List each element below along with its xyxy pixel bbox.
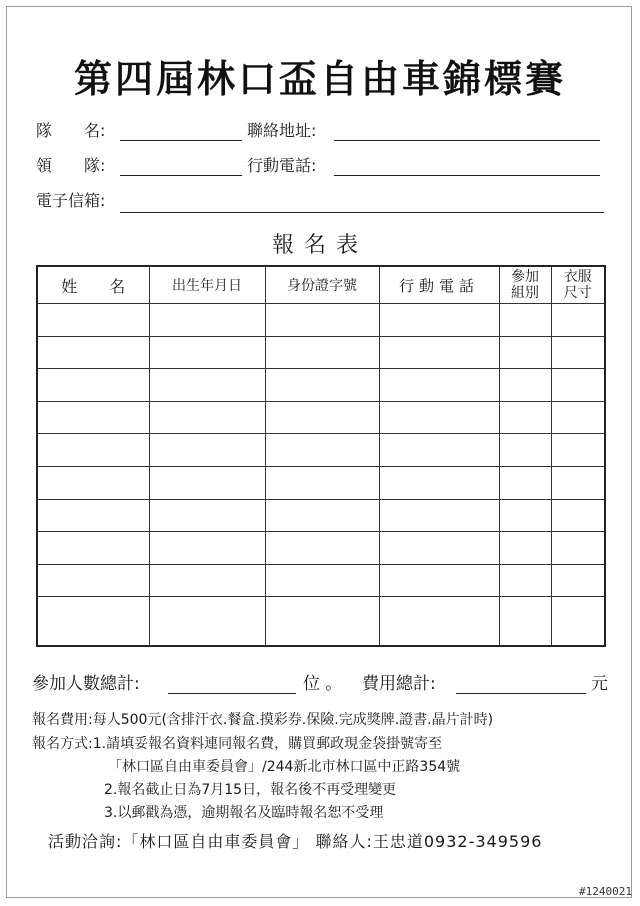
col-header-size: [551, 266, 605, 304]
fee-label: 費用總計:: [362, 674, 436, 694]
cell-birthdate[interactable]: [149, 597, 265, 646]
col-header-name: 姓 名: [37, 266, 149, 304]
cell-name[interactable]: [37, 499, 149, 532]
page-title: 第四屆林口盃自由車錦標賽: [73, 57, 566, 101]
table-row: [37, 467, 605, 500]
cell-name[interactable]: [37, 304, 149, 337]
cell-id-number[interactable]: [265, 532, 379, 565]
cell-size[interactable]: [551, 499, 605, 532]
col-header-group-line1: 參加: [511, 269, 539, 285]
cell-group[interactable]: [499, 304, 551, 337]
cell-name[interactable]: [37, 369, 149, 402]
table-row: [37, 304, 605, 337]
cell-birthdate[interactable]: [149, 304, 265, 337]
cell-mobile[interactable]: [379, 304, 499, 337]
fee-unit: 元: [591, 674, 608, 694]
form-subtitle: 報名表: [271, 233, 368, 258]
image-code: #1240021: [579, 885, 632, 898]
cell-mobile[interactable]: [379, 467, 499, 500]
cell-name[interactable]: [37, 564, 149, 597]
cell-birthdate[interactable]: [149, 499, 265, 532]
table-row: [37, 597, 605, 646]
table-body: [37, 304, 605, 647]
contact-info: 活動洽詢:「林口區自由車委員會」 聯絡人:王忠道0932-349596: [48, 832, 543, 851]
cell-name[interactable]: [37, 467, 149, 500]
table-row: [37, 434, 605, 467]
cell-group[interactable]: [499, 499, 551, 532]
cell-id-number[interactable]: [265, 434, 379, 467]
table-row: [37, 532, 605, 565]
col-header-mobile: 行動電話: [379, 266, 499, 304]
cell-id-number[interactable]: [265, 499, 379, 532]
fee-note: 報名費用:每人500元(含排汗衣.餐盒.摸彩券.保險.完成獎牌.證書.晶片計時): [32, 712, 494, 728]
col-header-size-line2: 尺寸: [563, 285, 592, 301]
cell-id-number[interactable]: [265, 564, 379, 597]
table-row: [37, 336, 605, 369]
cell-id-number[interactable]: [265, 304, 379, 337]
cell-size[interactable]: [551, 304, 605, 337]
col-header-id-number: 身份證字號: [265, 266, 379, 304]
cell-mobile[interactable]: [379, 369, 499, 402]
cell-size[interactable]: [551, 467, 605, 500]
cell-group[interactable]: [499, 467, 551, 500]
cell-name[interactable]: [37, 597, 149, 646]
cell-group[interactable]: [499, 336, 551, 369]
cell-group[interactable]: [499, 597, 551, 646]
cell-size[interactable]: [551, 597, 605, 646]
cell-mobile[interactable]: [379, 401, 499, 434]
cell-size[interactable]: [551, 434, 605, 467]
phone-field[interactable]: [334, 175, 600, 176]
cell-id-number[interactable]: [265, 401, 379, 434]
col-header-group-line2: 組別: [511, 285, 539, 301]
registration-table: [36, 265, 606, 647]
cell-birthdate[interactable]: [149, 532, 265, 565]
table-row: [37, 401, 605, 434]
cell-mobile[interactable]: [379, 564, 499, 597]
leader-label: 領 隊:: [36, 156, 106, 175]
col-header-size-line1: 衣服: [563, 269, 592, 285]
cell-name[interactable]: [37, 434, 149, 467]
cell-size[interactable]: [551, 532, 605, 565]
cell-group[interactable]: [499, 401, 551, 434]
team-label: 隊 名:: [36, 121, 106, 140]
col-header-group: [499, 266, 551, 304]
cell-id-number[interactable]: [265, 336, 379, 369]
cell-birthdate[interactable]: [149, 467, 265, 500]
cell-birthdate[interactable]: [149, 564, 265, 597]
col-header-birthdate: 出生年月日: [149, 266, 265, 304]
table-row: [37, 369, 605, 402]
cell-birthdate[interactable]: [149, 369, 265, 402]
method-note-address: 「林口區自由車委員會」/244新北市林口區中正路354號: [108, 759, 461, 775]
cell-mobile[interactable]: [379, 532, 499, 565]
cell-birthdate[interactable]: [149, 336, 265, 369]
table-row: [37, 499, 605, 532]
cell-birthdate[interactable]: [149, 401, 265, 434]
cell-size[interactable]: [551, 564, 605, 597]
email-field[interactable]: [120, 212, 604, 213]
cell-id-number[interactable]: [265, 597, 379, 646]
cell-group[interactable]: [499, 369, 551, 402]
cell-mobile[interactable]: [379, 597, 499, 646]
cell-group[interactable]: [499, 532, 551, 565]
cell-name[interactable]: [37, 532, 149, 565]
cell-mobile[interactable]: [379, 336, 499, 369]
method-note-3: 3.以郵戳為憑，逾期報名及臨時報名恕不受理: [104, 805, 384, 821]
table-header-row: [37, 266, 605, 304]
cell-size[interactable]: [551, 369, 605, 402]
email-label: 電子信箱:: [36, 191, 106, 210]
leader-field[interactable]: [120, 175, 242, 176]
fee-field[interactable]: [456, 693, 586, 694]
address-field[interactable]: [334, 140, 600, 141]
method-note-2: 2.報名截止日為7月15日，報名後不再受理變更: [104, 782, 397, 798]
cell-size[interactable]: [551, 336, 605, 369]
cell-group[interactable]: [499, 434, 551, 467]
cell-mobile[interactable]: [379, 499, 499, 532]
table-row: [37, 564, 605, 597]
phone-label: 行動電話:: [247, 156, 317, 175]
cell-name[interactable]: [37, 336, 149, 369]
cell-mobile[interactable]: [379, 434, 499, 467]
cell-birthdate[interactable]: [149, 434, 265, 467]
address-label: 聯絡地址:: [247, 121, 317, 140]
count-label: 參加人數總計:: [32, 674, 140, 694]
cell-name[interactable]: [37, 401, 149, 434]
cell-id-number[interactable]: [265, 467, 379, 500]
method-note-1: 報名方式:1.請填妥報名資料連同報名費，購買郵政現金袋掛號寄至: [32, 736, 443, 752]
team-field[interactable]: [120, 140, 242, 141]
cell-group[interactable]: [499, 564, 551, 597]
count-unit: 位 。: [303, 674, 343, 694]
cell-id-number[interactable]: [265, 369, 379, 402]
cell-size[interactable]: [551, 401, 605, 434]
count-field[interactable]: [168, 693, 296, 694]
